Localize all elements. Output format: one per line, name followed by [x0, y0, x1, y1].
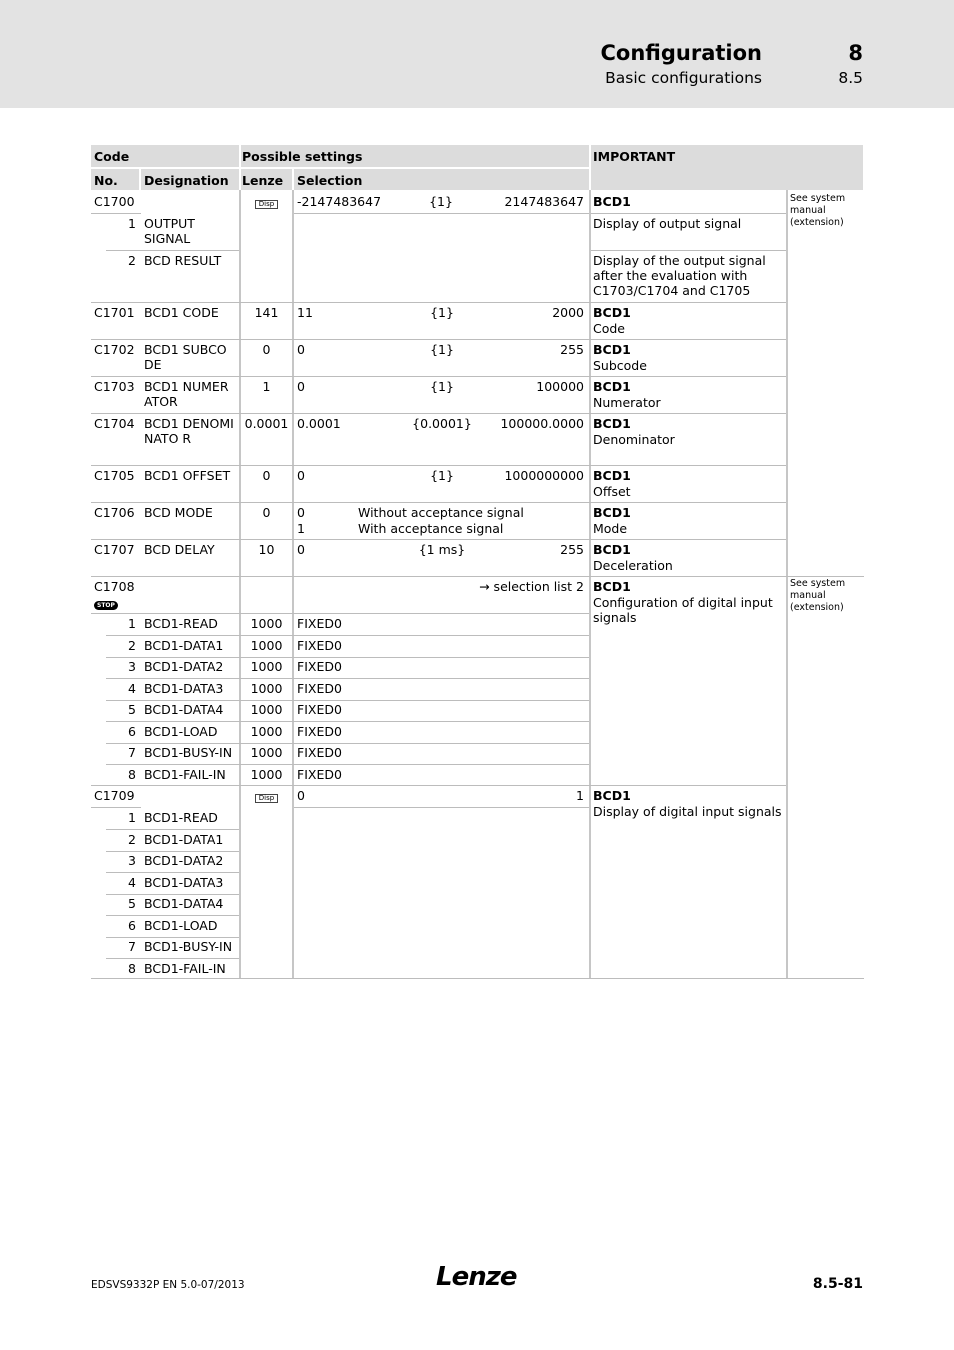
selection-option-text: Without acceptance signal — [358, 505, 524, 520]
important-title: BCD1 — [593, 788, 631, 803]
designation: BCD RESULT — [144, 253, 222, 268]
selection-step: {0.0001} — [412, 416, 472, 431]
lenze-default: 1000 — [250, 766, 283, 782]
col-header-code: Code — [94, 149, 130, 164]
code-c1708: C1708 — [94, 579, 135, 594]
designation: BCD1-FAIL-IN — [144, 960, 226, 976]
selection-min: 0 — [297, 542, 305, 557]
important-text: Code — [593, 321, 626, 336]
code-c1700: C1700 — [94, 194, 135, 209]
selection-step: {1} — [429, 194, 453, 209]
lenze-default: 0 — [262, 505, 271, 520]
subcode-number: 7 — [128, 745, 136, 760]
designation: BCD1 DENOMINATO R — [144, 416, 234, 446]
subcode-number: 2 — [128, 637, 136, 653]
subcode-number: 1 — [128, 616, 136, 631]
important-title: BCD1 — [593, 342, 631, 357]
subcode-number: 1 — [128, 810, 136, 825]
lenze-default: 10 — [258, 542, 275, 557]
lenze-default: 1000 — [250, 745, 283, 760]
designation: BCD1-DATA1 — [144, 637, 224, 653]
subcode-number: 1 — [128, 216, 136, 231]
selection-max: 1 — [576, 788, 584, 803]
page-number: 8.5-81 — [812, 1276, 863, 1292]
subcode-number: 6 — [128, 723, 136, 739]
lenze-default: 0 — [262, 342, 271, 357]
important-text: Denominator — [593, 432, 675, 447]
important-text: Display of output signal — [593, 216, 742, 231]
code-c1706: C1706 — [94, 505, 135, 520]
col-header-no: No. — [94, 173, 118, 188]
col-header-possible-settings: Possible settings — [242, 149, 363, 164]
lenze-default: 1 — [262, 379, 271, 394]
col-header-designation: Designation — [144, 173, 229, 188]
important-text: Mode — [593, 521, 628, 536]
designation: BCD1 NUMERATOR — [144, 379, 229, 409]
selection-max: 100000.0000 — [500, 416, 584, 431]
important-text: Display of the output signal after the evaluation with C1703/C1704 and C1705 — [593, 253, 766, 298]
designation: BCD1-BUSY-IN — [144, 745, 233, 760]
section-title: Basic configurations — [605, 69, 762, 87]
important-title: BCD1 — [593, 468, 631, 483]
document-id: EDSVS9332P EN 5.0-07/2013 — [91, 1279, 245, 1291]
page-header — [0, 0, 954, 108]
display-only-icon: Disp — [241, 194, 292, 209]
col-header-important: IMPORTANT — [593, 149, 676, 164]
lenze-default: 0 — [262, 468, 271, 483]
designation: BCD MODE — [144, 505, 213, 520]
selection-max: 255 — [560, 542, 584, 557]
designation: BCD1 SUBCODE — [144, 342, 227, 372]
stop-icon: STOP — [94, 595, 118, 610]
subcode-number: 3 — [128, 659, 136, 674]
designation: BCD1-DATA3 — [144, 680, 224, 696]
subcode-number: 2 — [128, 253, 136, 268]
lenze-default: 1000 — [250, 659, 283, 674]
important-text: Offset — [593, 484, 631, 499]
subcode-number: 8 — [128, 960, 136, 976]
selection-min: 0 — [297, 379, 305, 394]
designation: BCD DELAY — [144, 542, 215, 557]
code-c1702: C1702 — [94, 342, 135, 357]
selection-max: 255 — [560, 342, 584, 357]
selection-max: 2147483647 — [504, 194, 584, 209]
designation: BCD1-DATA1 — [144, 831, 224, 847]
selection-value: FIXED0 — [297, 723, 342, 739]
selection-step: {1} — [430, 305, 454, 320]
designation: BCD1 OFFSET — [144, 468, 231, 483]
selection-option-text: With acceptance signal — [358, 521, 504, 536]
important-title: BCD1 — [593, 416, 631, 431]
code-c1709: C1709 — [94, 788, 135, 803]
selection-min: 0 — [297, 342, 305, 357]
see-manual-note: See system manual (extension) — [790, 578, 846, 613]
selection-option: 1 — [297, 521, 305, 536]
section-number: 8.5 — [838, 69, 863, 87]
selection-min: 0.0001 — [297, 416, 341, 431]
subcode-number: 8 — [128, 766, 136, 782]
designation: BCD1-FAIL-IN — [144, 766, 226, 782]
designation: OUTPUT SIGNAL — [144, 216, 195, 246]
selection-step: {1 ms} — [418, 542, 466, 557]
subcode-number: 4 — [128, 680, 136, 696]
selection-option: 0 — [297, 505, 305, 520]
important-text: Display of digital input signals — [593, 804, 782, 819]
important-title: BCD1 — [593, 305, 631, 320]
subcode-number: 2 — [128, 831, 136, 847]
lenze-default: 1000 — [250, 637, 283, 653]
designation: BCD1-DATA2 — [144, 853, 224, 868]
designation: BCD1-DATA2 — [144, 659, 224, 674]
code-c1701: C1701 — [94, 305, 135, 320]
selection-list-link: → selection list 2 — [479, 579, 584, 594]
designation: BCD1-LOAD — [144, 723, 218, 739]
code-c1703: C1703 — [94, 379, 135, 394]
designation: BCD1 CODE — [144, 305, 219, 320]
lenze-default: 1000 — [250, 702, 283, 717]
selection-step: {1} — [430, 468, 454, 483]
subcode-number: 6 — [128, 917, 136, 933]
code-c1707: C1707 — [94, 542, 135, 557]
subcode-number: 3 — [128, 853, 136, 868]
selection-step: {1} — [430, 342, 454, 357]
designation: BCD1-BUSY-IN — [144, 939, 233, 954]
lenze-logo: Lenze — [436, 1262, 517, 1292]
selection-max: 1000000000 — [504, 468, 584, 483]
selection-max: 100000 — [536, 379, 584, 394]
important-title: BCD1 — [593, 194, 631, 209]
chapter-number: 8 — [848, 41, 863, 65]
important-title: BCD1 — [593, 579, 631, 594]
designation: BCD1-DATA3 — [144, 874, 224, 890]
selection-value: FIXED0 — [297, 616, 342, 631]
designation: BCD1-LOAD — [144, 917, 218, 933]
selection-min: 0 — [297, 788, 305, 803]
subcode-number: 5 — [128, 896, 136, 911]
important-text: Deceleration — [593, 558, 673, 573]
selection-value: FIXED0 — [297, 766, 342, 782]
selection-max: 2000 — [552, 305, 584, 320]
important-text: Numerator — [593, 395, 661, 410]
designation: BCD1-READ — [144, 810, 218, 825]
selection-min: -2147483647 — [297, 194, 382, 209]
subcode-number: 7 — [128, 939, 136, 954]
lenze-default: 1000 — [250, 723, 283, 739]
important-title: BCD1 — [593, 505, 631, 520]
subcode-number: 5 — [128, 702, 136, 717]
code-c1705: C1705 — [94, 468, 135, 483]
lenze-default: 141 — [254, 305, 279, 320]
selection-min: 0 — [297, 468, 305, 483]
designation: BCD1-DATA4 — [144, 702, 224, 717]
important-text: Subcode — [593, 358, 647, 373]
important-text: Configuration of digital input signals — [593, 595, 773, 625]
important-title: BCD1 — [593, 379, 631, 394]
selection-value: FIXED0 — [297, 659, 342, 674]
designation: BCD1-READ — [144, 616, 218, 631]
selection-value: FIXED0 — [297, 702, 342, 717]
selection-step: {1} — [430, 379, 454, 394]
col-header-lenze: Lenze — [242, 173, 284, 188]
selection-value: FIXED0 — [297, 637, 342, 653]
code-c1704: C1704 — [94, 416, 135, 431]
selection-value: FIXED0 — [297, 745, 342, 760]
selection-value: FIXED0 — [297, 680, 342, 696]
see-manual-note: See system manual (extension) — [790, 193, 846, 228]
parameter-table — [91, 145, 864, 979]
col-header-selection: Selection — [297, 173, 363, 188]
subcode-number: 4 — [128, 874, 136, 890]
chapter-title: Configuration — [600, 41, 762, 65]
lenze-default: 1000 — [250, 680, 283, 696]
display-only-icon: Disp — [241, 788, 292, 803]
designation: BCD1-DATA4 — [144, 896, 224, 911]
lenze-default: 0.0001 — [244, 416, 289, 431]
selection-min: 11 — [297, 305, 313, 320]
lenze-default: 1000 — [250, 616, 283, 631]
important-title: BCD1 — [593, 542, 631, 557]
